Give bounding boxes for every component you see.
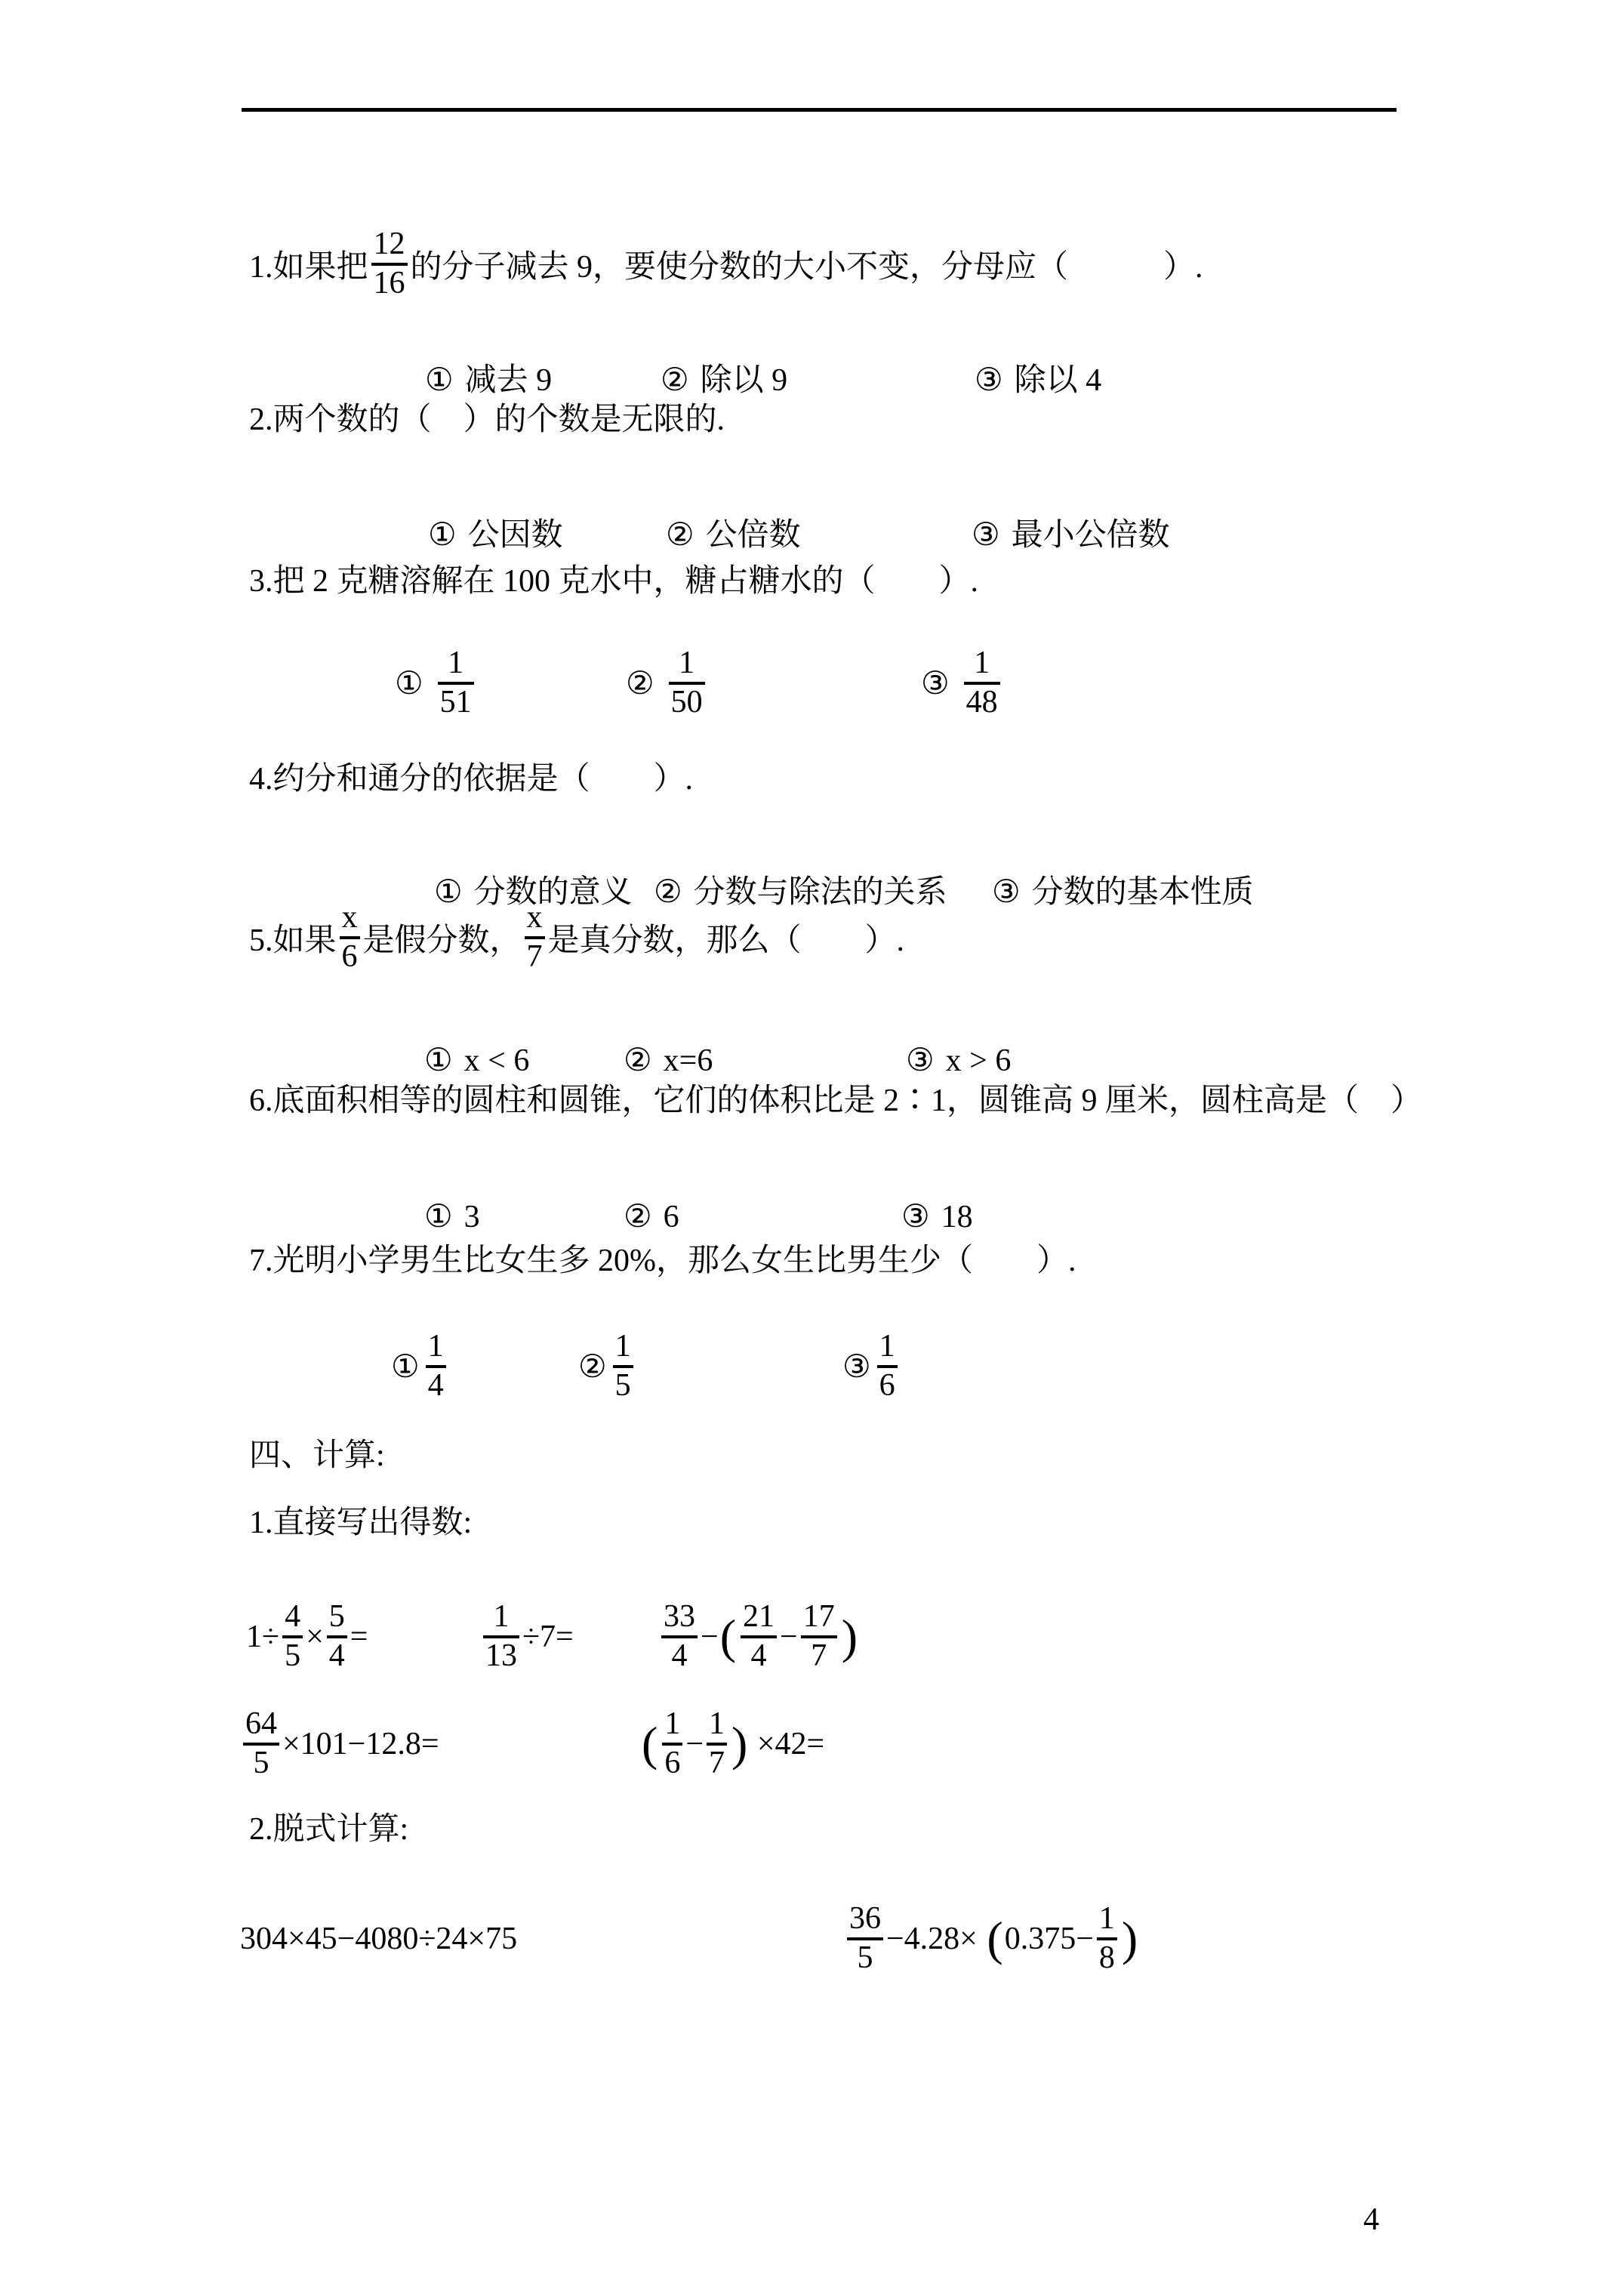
question-7-option-1 <box>391 1324 449 1409</box>
expr-text: 1÷ <box>246 1620 280 1654</box>
option-label: 分数的基本性质 <box>1031 875 1254 910</box>
fraction-denominator: 6 <box>341 939 358 974</box>
option-label: 减去 9 <box>464 363 553 398</box>
question-1-text <box>249 222 1203 307</box>
question-3-option-2 <box>626 641 708 726</box>
fraction-denominator: 7 <box>709 1746 725 1780</box>
fraction-numerator: 36 <box>849 1901 881 1937</box>
fraction-denominator: 51 <box>439 685 472 720</box>
fraction-denominator: 4 <box>427 1368 444 1403</box>
option-marker: ③ <box>992 875 1021 910</box>
section-title: 四、计算: <box>249 1438 385 1473</box>
page-number: 4 <box>1363 2202 1379 2237</box>
option-marker: ③ <box>906 1043 935 1078</box>
fraction <box>483 1601 519 1672</box>
fraction-denominator: 7 <box>526 939 543 974</box>
question-7-option-2 <box>578 1324 636 1409</box>
fraction-numerator: 1 <box>879 1329 895 1364</box>
question-1-pre: 1.如果把 <box>249 250 368 285</box>
fraction <box>707 1708 727 1780</box>
question-4-text: 4.约分和通分的依据是（ ）. <box>249 762 694 797</box>
fraction <box>1097 1903 1117 1974</box>
open-paren: ( <box>719 1610 736 1663</box>
calc-expression-1 <box>246 1595 368 1679</box>
option-label: x < 6 <box>463 1043 530 1078</box>
option-label: 公倍数 <box>705 518 801 553</box>
question-5-mid: 是假分数， <box>362 923 522 958</box>
option-marker: ③ <box>842 1350 871 1385</box>
question-7-text: 7.光明小学男生比女生多 20%，那么女生比男生少（ ）. <box>249 1244 1076 1278</box>
option-marker: ① <box>434 875 463 910</box>
fraction <box>877 1330 898 1402</box>
fraction-numerator: 1 <box>493 1599 510 1635</box>
calc-expression-4 <box>240 1702 439 1786</box>
question-1-post: 的分子减去 9，要使分数的大小不变，分母应（ ）. <box>410 250 1203 285</box>
question-6-text: 6.底面积相等的圆柱和圆锥，它们的体积比是 2∶1，圆锥高 9 厘米，圆柱高是（ ） <box>249 1083 1423 1118</box>
fraction-numerator: x <box>526 900 543 935</box>
fraction-denominator: 7 <box>811 1638 827 1673</box>
fraction-denominator: 5 <box>253 1746 269 1780</box>
question-3-text: 3.把 2 克糖溶解在 100 克水中，糖占糖水的（ ）. <box>249 564 979 599</box>
close-paren: ) <box>731 1717 748 1771</box>
calc-expression-7 <box>844 1897 1139 1981</box>
option-marker: ③ <box>975 363 1003 398</box>
fraction <box>741 1601 777 1672</box>
fraction-numerator: 1 <box>427 1329 444 1364</box>
option-marker: ② <box>624 1200 652 1234</box>
option-marker: ① <box>425 363 454 398</box>
expr-text: −4.28× <box>886 1922 986 1956</box>
option-marker: ① <box>391 1350 420 1385</box>
fraction-numerator: 1 <box>974 646 990 681</box>
fraction-denominator: 4 <box>328 1638 345 1673</box>
fraction-denominator: 5 <box>857 1940 873 1975</box>
fraction-numerator: 1 <box>448 646 464 681</box>
question-3-option-1 <box>395 641 477 726</box>
fraction-denominator: 4 <box>671 1638 688 1673</box>
fraction-numerator: 1 <box>709 1706 725 1742</box>
fraction-denominator: 5 <box>614 1368 631 1403</box>
fraction-denominator: 50 <box>670 685 703 720</box>
option-label: 18 <box>941 1200 973 1234</box>
fraction <box>847 1903 883 1974</box>
option-marker: ② <box>626 667 654 701</box>
option-label: 除以 9 <box>700 363 788 398</box>
fraction <box>327 1601 347 1672</box>
open-paren: ( <box>987 1912 1003 1965</box>
option-label: 公因数 <box>467 518 563 553</box>
option-label: 最小公倍数 <box>1011 518 1170 553</box>
fraction-denominator: 8 <box>1098 1940 1115 1975</box>
fraction-numerator: x <box>341 900 358 935</box>
question-4-option-3 <box>960 836 1254 949</box>
option-marker: ① <box>395 667 423 701</box>
expr-text: − <box>701 1620 719 1654</box>
option-marker: ③ <box>921 667 950 701</box>
expr-text: = <box>350 1620 368 1654</box>
open-paren: ( <box>642 1717 658 1771</box>
question-5-text <box>249 895 904 980</box>
expr-text: ×101−12.8= <box>282 1727 439 1761</box>
fraction <box>661 1601 698 1672</box>
calc-expression-3 <box>658 1595 859 1679</box>
fraction <box>525 901 545 973</box>
fraction <box>243 1708 279 1780</box>
option-label: x=6 <box>663 1043 713 1078</box>
fraction-numerator: 17 <box>802 1599 835 1635</box>
calc-expression-5 <box>640 1702 824 1786</box>
fraction-denominator: 6 <box>879 1368 895 1403</box>
fraction <box>371 228 408 300</box>
option-marker: ① <box>424 1043 453 1078</box>
fraction-denominator: 48 <box>965 685 998 720</box>
option-label: 分数的意义 <box>473 875 633 910</box>
fraction-denominator: 6 <box>664 1746 681 1780</box>
option-label: 分数与除法的关系 <box>693 875 947 910</box>
expr-text: ÷7= <box>522 1620 574 1654</box>
fraction <box>340 901 360 973</box>
expr-text: ×42= <box>749 1727 825 1761</box>
option-marker: ③ <box>901 1200 930 1234</box>
option-marker: ② <box>666 518 694 553</box>
fraction-numerator: 12 <box>373 227 405 262</box>
fraction-denominator: 16 <box>373 266 405 300</box>
question-5-post: 是真分数，那么（ ）. <box>547 923 905 958</box>
subsection-1-title: 1.直接写出得数: <box>249 1505 473 1540</box>
expr-text: 304×45−4080÷24×75 <box>240 1922 518 1956</box>
fraction-numerator: 1 <box>679 646 695 681</box>
fraction-denominator: 4 <box>750 1638 767 1673</box>
fraction-numerator: 33 <box>664 1599 695 1635</box>
option-label: 3 <box>463 1200 480 1234</box>
fraction-numerator: 1 <box>1098 1901 1115 1937</box>
expr-text: − <box>685 1727 704 1761</box>
question-2-text: 2.两个数的（ ）的个数是无限的. <box>249 402 725 437</box>
expr-text: 0.375− <box>1004 1922 1094 1956</box>
question-7-option-3 <box>842 1324 901 1409</box>
option-marker: ② <box>624 1043 652 1078</box>
fraction <box>613 1330 633 1402</box>
calc-expression-6 <box>240 1897 517 1981</box>
question-1-option-3 <box>943 324 1101 437</box>
fraction <box>964 647 1000 719</box>
question-5-pre: 5.如果 <box>249 923 337 958</box>
option-marker: ② <box>654 875 682 910</box>
option-label: 6 <box>663 1200 679 1234</box>
expr-text: × <box>306 1620 324 1654</box>
calc-expression-2 <box>480 1595 574 1679</box>
fraction-numerator: 5 <box>328 1599 345 1635</box>
close-paren: ) <box>841 1610 858 1663</box>
option-marker: ① <box>424 1200 453 1234</box>
fraction-denominator: 5 <box>285 1638 301 1673</box>
option-marker: ① <box>428 518 457 553</box>
question-3-option-3 <box>921 641 1003 726</box>
fraction-numerator: 1 <box>614 1329 631 1364</box>
option-marker: ③ <box>972 518 1000 553</box>
fraction <box>438 647 474 719</box>
fraction-numerator: 64 <box>245 1706 277 1742</box>
close-paren: ) <box>1121 1912 1138 1965</box>
fraction <box>669 647 705 719</box>
fraction-numerator: 21 <box>743 1599 775 1635</box>
fraction <box>662 1708 682 1780</box>
fraction <box>282 1601 303 1672</box>
expr-text: − <box>780 1620 798 1654</box>
fraction-numerator: 1 <box>664 1706 681 1742</box>
option-label: x > 6 <box>945 1043 1012 1078</box>
option-marker: ② <box>578 1350 607 1385</box>
header-rule <box>242 108 1397 112</box>
option-marker: ② <box>661 363 689 398</box>
subsection-2-title: 2.脱式计算: <box>249 1812 409 1847</box>
fraction <box>426 1330 446 1402</box>
fraction-numerator: 4 <box>285 1599 301 1635</box>
fraction <box>801 1601 837 1672</box>
option-label: 除以 4 <box>1014 363 1102 398</box>
fraction-denominator: 13 <box>485 1638 517 1673</box>
